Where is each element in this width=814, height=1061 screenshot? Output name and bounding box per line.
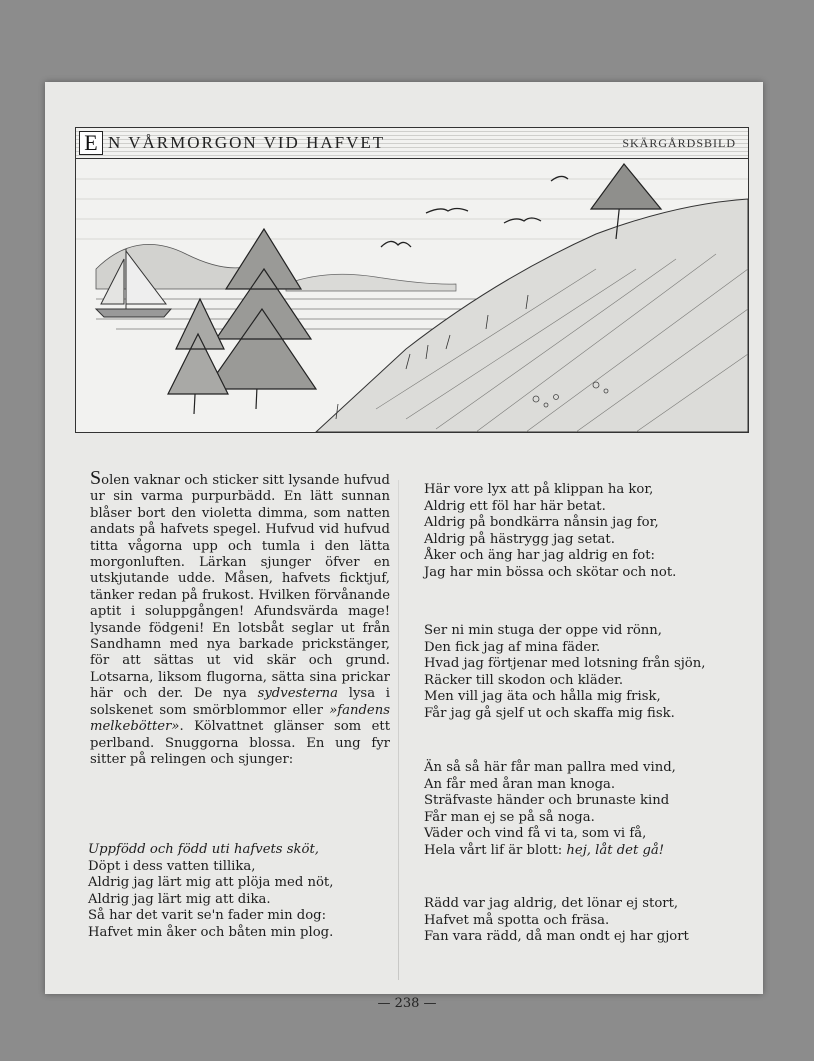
column-divider (398, 480, 399, 980)
article-title: N VÅRMORGON VID HAFVET (108, 133, 386, 152)
verse-line: Ser ni min stuga der oppe vid rönn, (424, 623, 662, 638)
verse-line: Här vore lyx att på klippan ha kor, (424, 482, 654, 497)
prose-text-1: olen vaknar och sticker sitt lysande hufvud ur sin varma purpurbädd. En lätt sunnan blåser bort den violetta dimma, som natten andats på hafvets spegel. Hufvud vid hufvud titta vågorna upp och tumla i den lätta morgonluften. Lärkan sjunger öfver en utskjutande udde. Måsen, hafvets ficktjuf, tänker redan på frukost. Hvilken förvånande aptit i soluppgången! Afundsvärda mage! lysande födgeni! En lotsbåt seglar ut från Sandhamn med nya barkade prickstänger, för att sättas ut vid skär och grund. Lotsarna, liksom flugorna, sätta sina prickar här och der. De nya (90, 473, 390, 702)
verse-line: Aldrig på bondkärra nånsin jag for, (424, 515, 659, 531)
verse-line: Sträfvaste händer och brunaste kind (424, 793, 670, 809)
verse-line: Men vill jag äta och hålla mig frisk, (424, 689, 661, 705)
verse-stanza-4 (424, 896, 744, 946)
prose-italic-2: »fandens melkebötter» (90, 702, 390, 735)
verse-line: An får med åran man knoga. (424, 776, 616, 792)
verse-line: Aldrig ett föl har här betat. (424, 498, 606, 514)
verse-line: Än så så här får man pallra med vind, (424, 760, 676, 775)
article-subtitle: SKÄRGÅRDSBILD (622, 136, 736, 150)
verse-stanza-2 (424, 623, 744, 723)
page-number: — 238 — (377, 996, 437, 1011)
verse-line: Döpt i dess vatten tillika, (88, 858, 256, 874)
verse-line: Åker och äng har jag aldrig en fot: (424, 548, 655, 564)
verse-line: Så har det varit se'n fader min dog: (88, 908, 327, 924)
verse-line: Aldrig jag lärt mig att plöja med nöt, (88, 875, 334, 891)
verse-line: Väder och vind få vi ta, som vi få, (424, 826, 647, 842)
drop-cap: S (90, 467, 102, 489)
initial-letter: E (79, 131, 103, 155)
verse-line: Räcker till skodon och kläder. (424, 672, 624, 688)
verse-line-italic: hej, låt det gå! (566, 842, 665, 858)
prose-column (90, 467, 390, 768)
verse-line: Aldrig på hästrygg jag setat. (424, 531, 615, 547)
verse-line: Uppfödd och född uti hafvets sköt, (88, 842, 319, 857)
verse-line: Får jag gå sjelf ut och skaffa mig fisk. (424, 705, 675, 721)
verse-stanza-3 (424, 760, 744, 860)
title-banner (76, 128, 748, 159)
verse-line: Fan vara rädd, då man ondt ej har gjort (424, 929, 689, 945)
verse-line: Får man ej se på så noga. (424, 809, 595, 825)
prose-text-3: . Kölvattnet glänser som ett perlband. Snuggorna blossa. En ung fyr sitter på relingen och sjunger: (90, 719, 390, 767)
verse-line: Hafvet min åker och båten min plog. (88, 924, 334, 940)
seaside-illustration (76, 159, 748, 432)
prose-text-2: lysa i solskenet som smörblommor eller (90, 686, 390, 718)
prose-paragraph (90, 467, 390, 768)
seagull-drawings (381, 176, 568, 247)
verse-line: Hvad jag förtjenar med lotsning från sjön, (424, 656, 706, 672)
verse-line: Hafvet må spotta och fräsa. (424, 912, 610, 928)
verse-line-last (424, 843, 744, 860)
prose-italic-1: sydvesterna (257, 686, 339, 702)
verse-line: Rädd var jag aldrig, det lönar ej stort, (424, 896, 679, 911)
verse-line-prefix: Hela vårt lif är blott: (424, 842, 567, 858)
verse-line: Aldrig jag lärt mig att dika. (88, 891, 271, 907)
verse-line: Den fick jag af mina fäder. (424, 639, 601, 655)
verse-stanza-1 (424, 482, 744, 582)
verse-line: Jag har min bössa och skötar och not. (424, 564, 677, 580)
illustration-frame (75, 127, 749, 433)
verse-stanza-left (88, 842, 398, 942)
